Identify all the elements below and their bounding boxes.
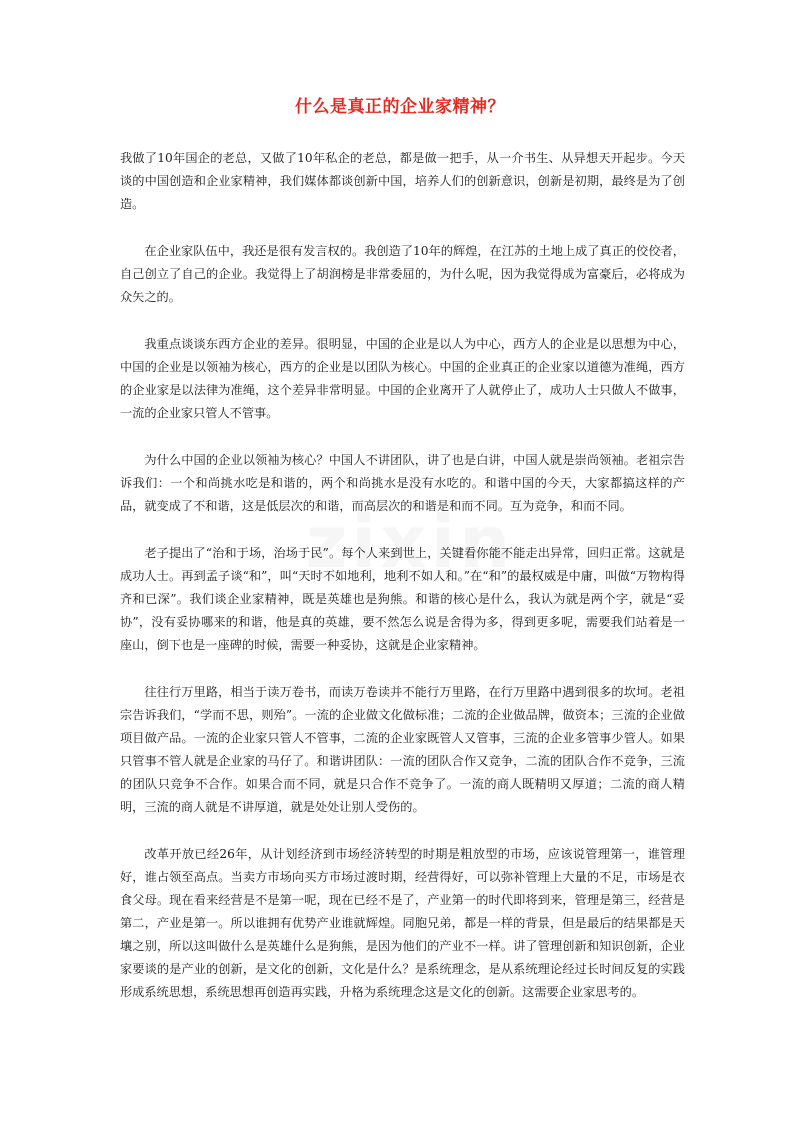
paragraph-4: 为什么中国的企业以领袖为核心？中国人不讲团队，讲了也是白讲，中国人就是崇尚领袖。老祖宗告诉我们：一个和尚挑水吃是和谐的，两个和尚挑水是没有水吃的。和谐中国的今天，大家都搞这样的产品，就变成了不和谐，这是低层次的和谐，而高层次的和谐是和而不同。互为竞争，和而不同。 bbox=[120, 453, 685, 513]
document-title: 什么是真正的企业家精神？ bbox=[295, 97, 505, 117]
paragraph-6: 往往行万里路，相当于读万卷书，而读万卷读并不能行万里路，在行万里路中遇到很多的坎坷。老祖宗告诉我们，“学而不思，则殆”。一流的企业做文化做标准；二流的企业做品牌，做资本；三流的企业做项目做产品。一流的企业家只管人不管事，二流的企业家既管人又管事，三流的企业多管事少管人。如果只管事不管人就是企业家的马仔了。和谐讲团队：一流的团队合作又竞争，二流的团队合作不竞争，三流的团队只竞争不合作。如果合而不同，就是只合作不竞争了。一流的商人既精明又厚道；二流的商人精明，三流的商人就是不讲厚道，就是处处让别人受伤的。 bbox=[120, 685, 685, 814]
paragraph-7: 改革开放已经26年，从计划经济到市场经济转型的时期是粗放型的市场，应该说管理第一，谁管理好，谁占领至高点。当卖方市场向买方市场过渡时期，经营得好，可以弥补管理上大量的不足，市场是衣食父母。现在看来经营是不是第一呢，现在已经不是了，产业第一的时代即将到来，管理是第三，经营是第二，产业是第一。所以谁拥有优势产业谁就辉煌。同胞兄弟，都是一样的背景，但是最后的结果都是天壤之别，所以这叫做什么是英雄什么是狗熊，是因为他们的产业不一样。讲了管理创新和知识创新，企业家要谈的是产业的创新，是文化的创新，文化是什么？是系统理念，是从系统理论经过长时间反复的实践形成系统思想，系统思想再创造再实践，升格为系统理念这是文化的创新。这需要企业家思考的。 bbox=[120, 847, 685, 999]
paragraph-1: 我做了10年国企的老总，又做了10年私企的老总，都是做一把手，从一介书生、从异想天开起步。今天谈的中国创造和企业家精神，我们媒体都谈创新中国，培养人们的创新意识，创新是初期，最终是为了创造。 bbox=[120, 151, 685, 211]
document-body bbox=[120, 147, 685, 1028]
paragraph-5: 老子提出了“治和于场，治场于民”。每个人来到世上，关键看你能不能走出异常，回归正常。这就是成功人士。再到孟子谈“和”，叫“天时不如地利，地利不如人和。”在“和”的最权威是中庸，叫做“万物构得齐和已深”。我们谈企业家精神，既是英雄也是狗熊。和谐的核心是什么，我认为就是两个字，就是“妥协”，没有妥协哪来的和谐，他是真的英雄，要不然怎么说是舍得为多，得到更多呢，需要我们站着是一座山，倒下也是一座碑的时候，需要一种妥协，这就是企业家精神。 bbox=[120, 546, 685, 652]
paragraph-2: 在企业家队伍中，我还是很有发言权的。我创造了10年的辉煌，在江苏的土地上成了真正的佼佼者，自己创立了自己的企业。我觉得上了胡润榜是非常委屈的，为什么呢，因为我觉得成为富豪后，必将成为众矢之的。 bbox=[120, 244, 685, 304]
paragraph-3: 我重点谈谈东西方企业的差异。很明显，中国的企业是以人为中心，西方人的企业是以思想为中心，中国的企业是以领袖为核心，西方的企业是以团队为核心。中国的企业真正的企业家以道德为准绳，西方的企业家是以法律为准绳，这个差异非常明显。中国的企业离开了人就停止了，成功人士只做人不做事，一流的企业家只管人不管事。 bbox=[120, 337, 685, 420]
